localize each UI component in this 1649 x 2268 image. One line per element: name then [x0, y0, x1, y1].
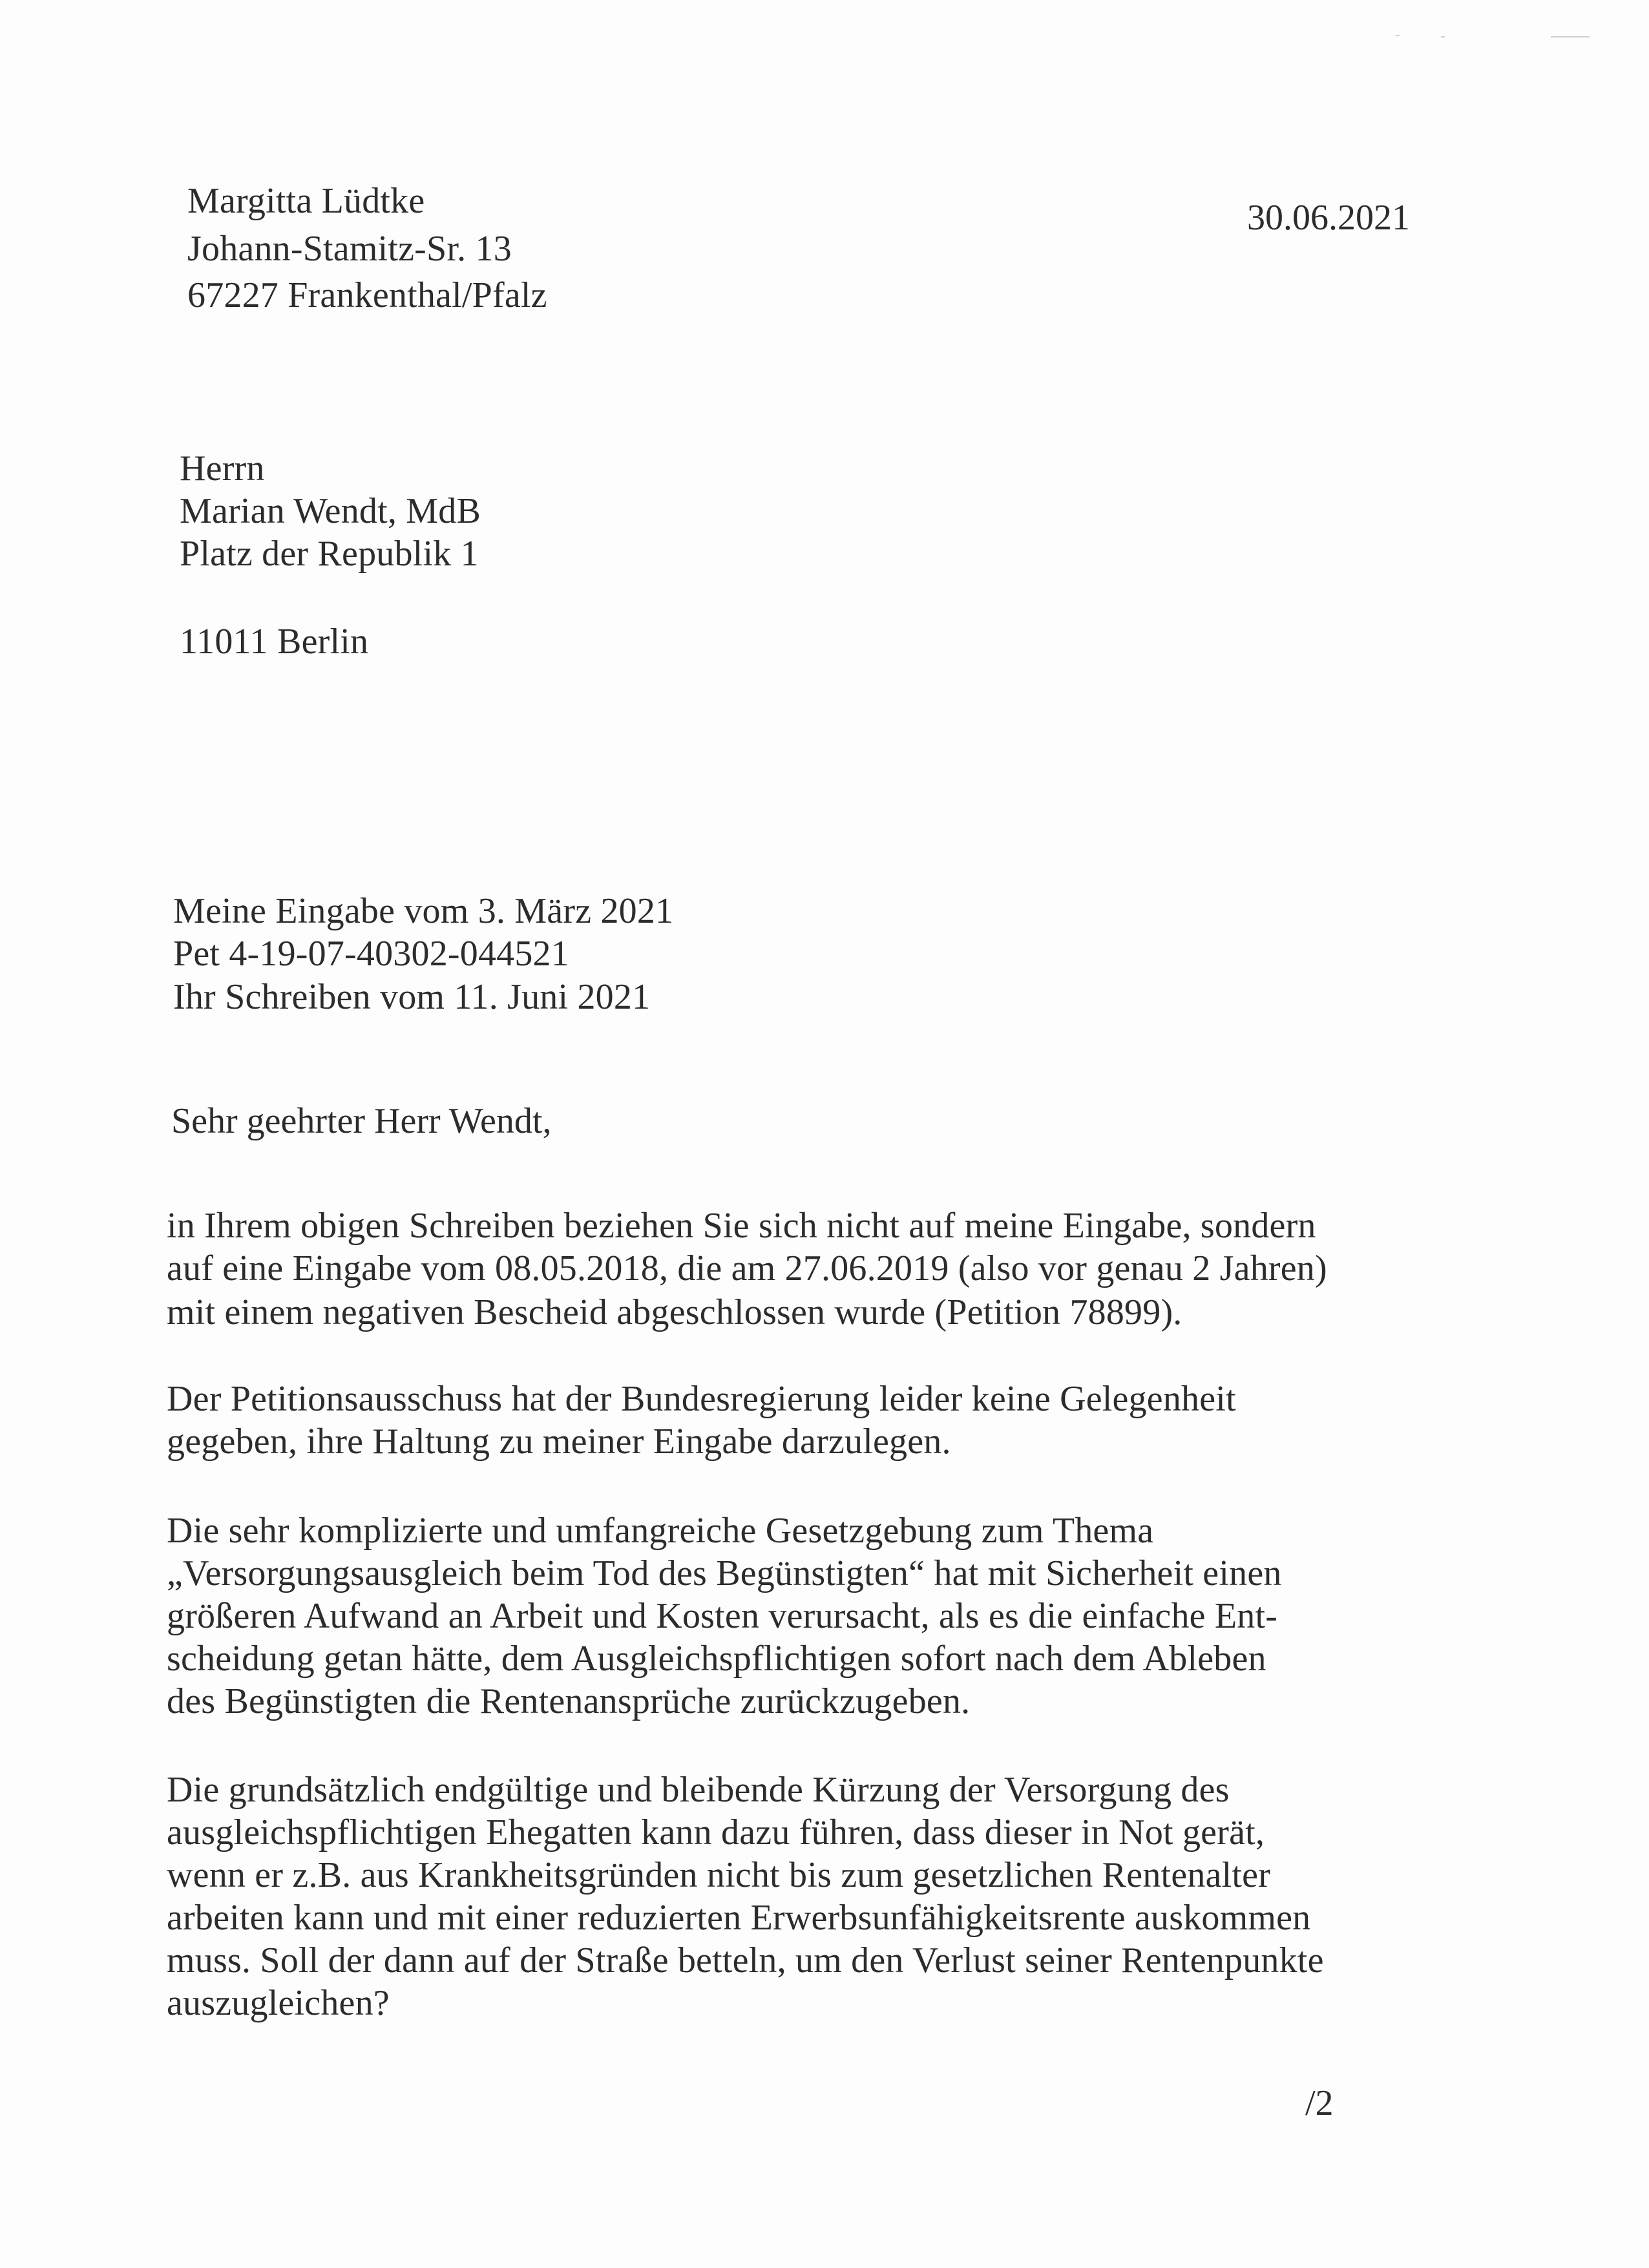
paragraph-line: mit einem negativen Bescheid abgeschlossen wurde (Petition 78899).: [167, 1292, 1182, 1332]
reference-line: Ihr Schreiben vom 11. Juni 2021: [173, 977, 651, 1017]
paragraph-line: auf eine Eingabe vom 08.05.2018, die am 27.06.2019 (also vor genau 2 Jahren): [167, 1248, 1327, 1288]
recipient-salutation: Herrn: [180, 448, 265, 488]
paragraph-line: wenn er z.B. aus Krankheitsgründen nicht bis zum gesetzlichen Rentenalter: [167, 1855, 1271, 1895]
paragraph-line: muss. Soll der dann auf der Straße betteln, um den Verlust seiner Rentenpunkte: [167, 1940, 1324, 1980]
paragraph-line: arbeiten kann und mit einer reduzierten Erwerbsunfähigkeitsrente auskommen: [167, 1898, 1311, 1938]
scan-speck: [1551, 36, 1590, 37]
sender-city: 67227 Frankenthal/Pfalz: [187, 275, 547, 315]
paragraph-line: Die sehr komplizierte und umfangreiche Gesetzgebung zum Thema: [167, 1511, 1154, 1551]
paragraph-line: gegeben, ihre Haltung zu meiner Eingabe darzulegen.: [167, 1422, 951, 1462]
paragraph-line: „Versorgungsausgleich beim Tod des Begünstigten“ hat mit Sicherheit einen: [167, 1553, 1282, 1593]
recipient-name: Marian Wendt, MdB: [180, 491, 481, 531]
paragraph-line: scheidung getan hätte, dem Ausgleichspflichtigen sofort nach dem Ableben: [167, 1639, 1266, 1679]
paragraph-line: Die grundsätzlich endgültige und bleibende Kürzung der Versorgung des: [167, 1770, 1230, 1810]
paragraph-line: größeren Aufwand an Arbeit und Kosten verursacht, als es die einfache Ent-: [167, 1596, 1278, 1636]
sender-name: Margitta Lüdtke: [187, 181, 425, 221]
scan-speck: [1396, 35, 1400, 36]
reference-line: Meine Eingabe vom 3. März 2021: [173, 891, 674, 931]
paragraph-line: ausgleichspflichtigen Ehegatten kann dazu führen, dass dieser in Not gerät,: [167, 1812, 1265, 1853]
paragraph-line: Der Petitionsausschuss hat der Bundesregierung leider keine Gelegenheit: [167, 1379, 1236, 1419]
paragraph-line: auszugleichen?: [167, 1983, 390, 2023]
letter-date: 30.06.2021: [1247, 198, 1410, 238]
scan-speck: [1441, 36, 1445, 37]
paragraph-line: des Begünstigten die Rentenansprüche zurückzugeben.: [167, 1681, 971, 1721]
reference-line: Pet 4-19-07-40302-044521: [173, 934, 569, 974]
recipient-city: 11011 Berlin: [180, 622, 369, 662]
salutation: Sehr geehrter Herr Wendt,: [171, 1101, 552, 1141]
paragraph-line: in Ihrem obigen Schreiben beziehen Sie sich nicht auf meine Eingabe, sondern: [167, 1206, 1316, 1246]
sender-street: Johann-Stamitz-Sr. 13: [187, 229, 512, 269]
recipient-street: Platz der Republik 1: [180, 534, 479, 574]
page-continuation-marker: /2: [1305, 2083, 1334, 2123]
